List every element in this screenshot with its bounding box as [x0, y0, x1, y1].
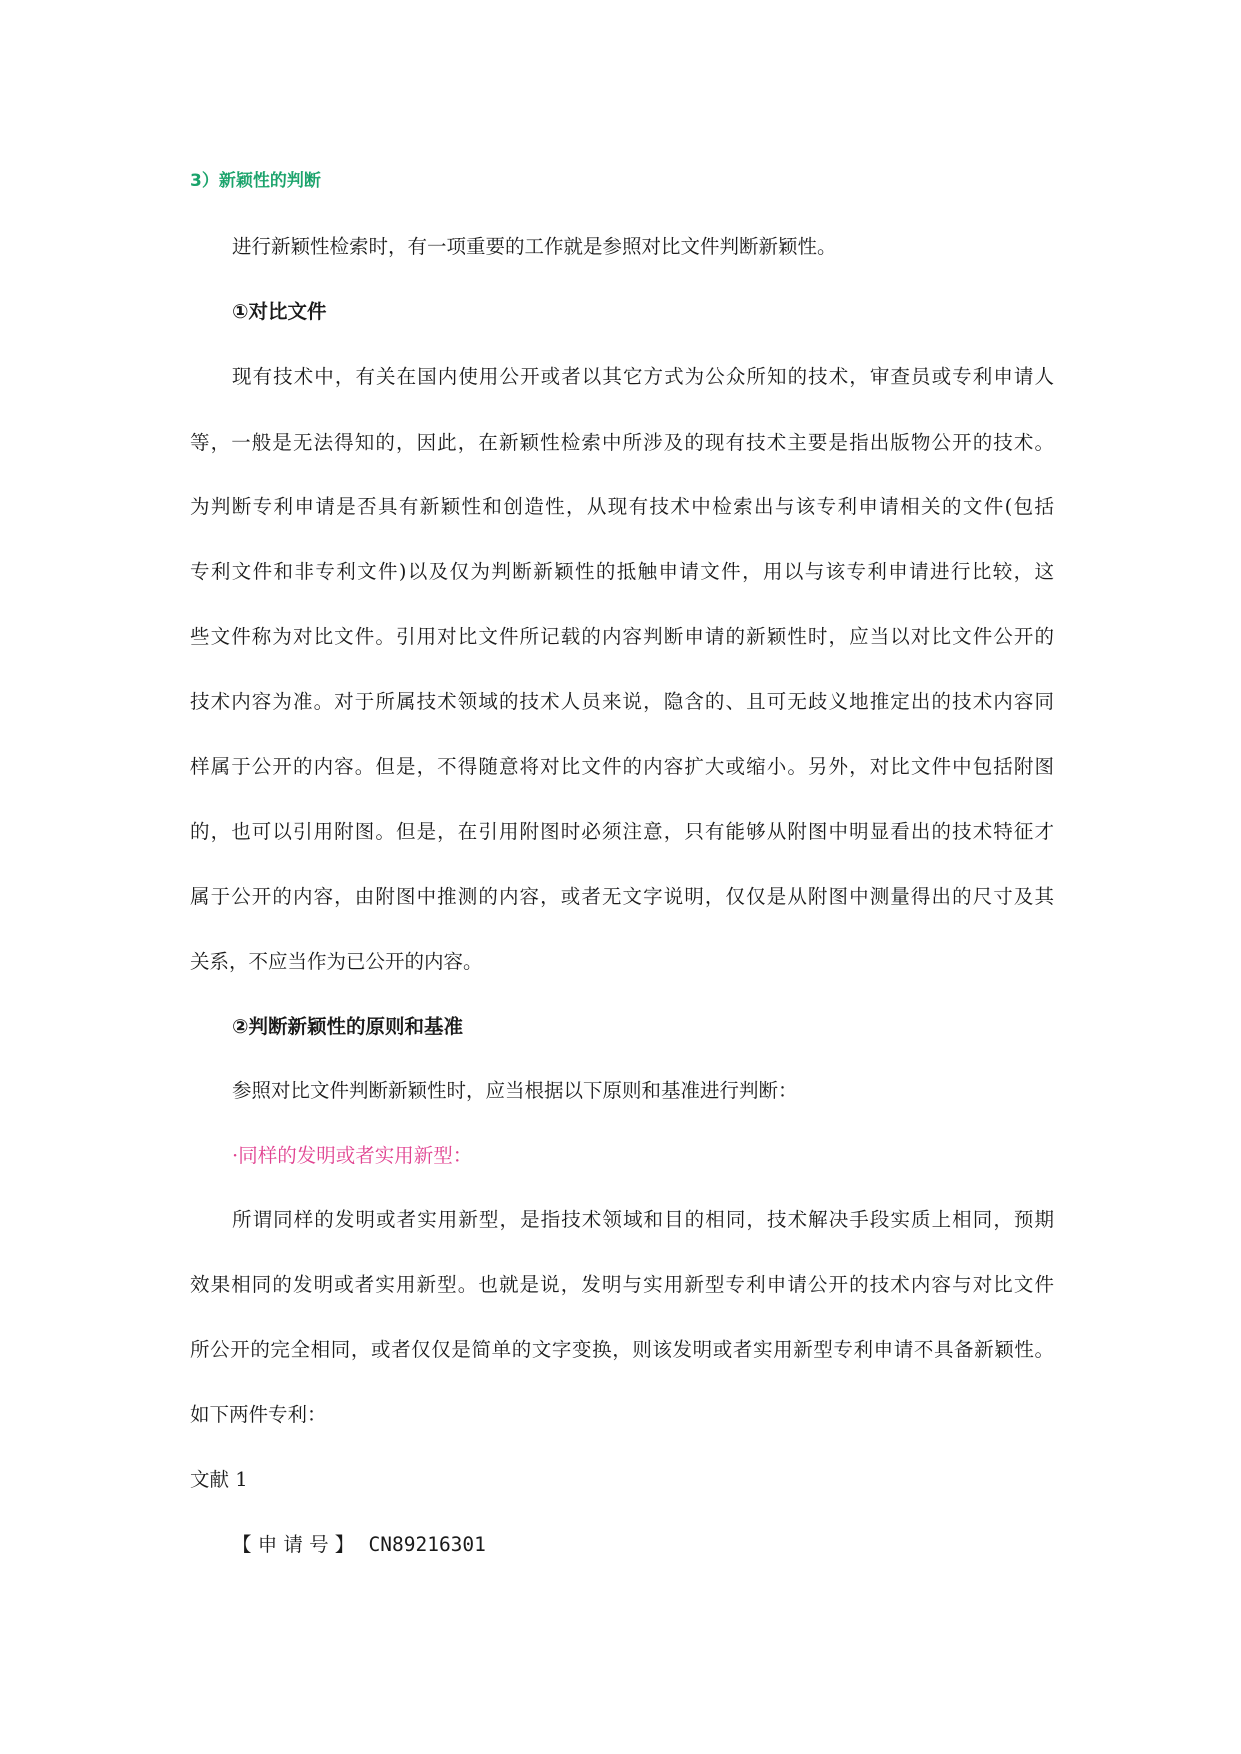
subheading-comparison-documents: ①对比文件 [232, 300, 327, 323]
paragraph-line: 所公开的完全相同，或者仅仅是简单的文字变换，则该发明或者实用新型专利申请不具备新颖性。 [190, 1338, 1054, 1361]
bullet-heading-same-invention: ·同样的发明或者实用新型： [232, 1144, 473, 1167]
application-number-label: 【 申 请 号 】 [232, 1533, 355, 1556]
application-number-row [232, 1532, 486, 1558]
subheading-novelty-principles: ②判断新颖性的原则和基准 [232, 1015, 464, 1038]
paragraph-line: 如下两件专利： [190, 1403, 327, 1426]
paragraph-line: 关系，不应当作为已公开的内容。 [190, 950, 483, 973]
paragraph-line: 等，一般是无法得知的，因此，在新颖性检索中所涉及的现有技术主要是指出版物公开的技术。 [190, 431, 1054, 454]
application-number-value: CN89216301 [368, 1533, 486, 1556]
section-heading: 3）新颖性的判断 [190, 171, 321, 191]
paragraph-line: 的，也可以引用附图。但是，在引用附图时必须注意，只有能够从附图中明显看出的技术特征才 [190, 820, 1054, 843]
paragraph-line: 些文件称为对比文件。引用对比文件所记载的内容判断申请的新颖性时，应当以对比文件公开的 [190, 625, 1054, 648]
paragraph-line: 为判断专利申请是否具有新颖性和创造性，从现有技术中检索出与该专利申请相关的文件(包括 [190, 495, 1054, 518]
paragraph-line: 专利文件和非专利文件)以及仅为判断新颖性的抵触申请文件，用以与该专利申请进行比较，这 [190, 560, 1054, 583]
paragraph-line: 现有技术中，有关在国内使用公开或者以其它方式为公众所知的技术，审查员或专利申请人 [232, 365, 1054, 388]
paragraph-line: 所谓同样的发明或者实用新型，是指技术领域和目的相同，技术解决手段实质上相同，预期 [232, 1208, 1054, 1231]
document-label: 文献 1 [190, 1468, 248, 1491]
paragraph-line: 技术内容为准。对于所属技术领域的技术人员来说，隐含的、且可无歧义地推定出的技术内容同 [190, 690, 1054, 713]
paragraph-line: 样属于公开的内容。但是，不得随意将对比文件的内容扩大或缩小。另外，对比文件中包括附图 [190, 755, 1054, 778]
principles-intro: 参照对比文件判断新颖性时，应当根据以下原则和基准进行判断： [232, 1079, 798, 1102]
paragraph-line: 效果相同的发明或者实用新型。也就是说，发明与实用新型专利申请公开的技术内容与对比文件 [190, 1273, 1054, 1296]
intro-paragraph: 进行新颖性检索时，有一项重要的工作就是参照对比文件判断新颖性。 [232, 235, 837, 258]
paragraph-line: 属于公开的内容，由附图中推测的内容，或者无文字说明，仅仅是从附图中测量得出的尺寸及其 [190, 885, 1054, 908]
